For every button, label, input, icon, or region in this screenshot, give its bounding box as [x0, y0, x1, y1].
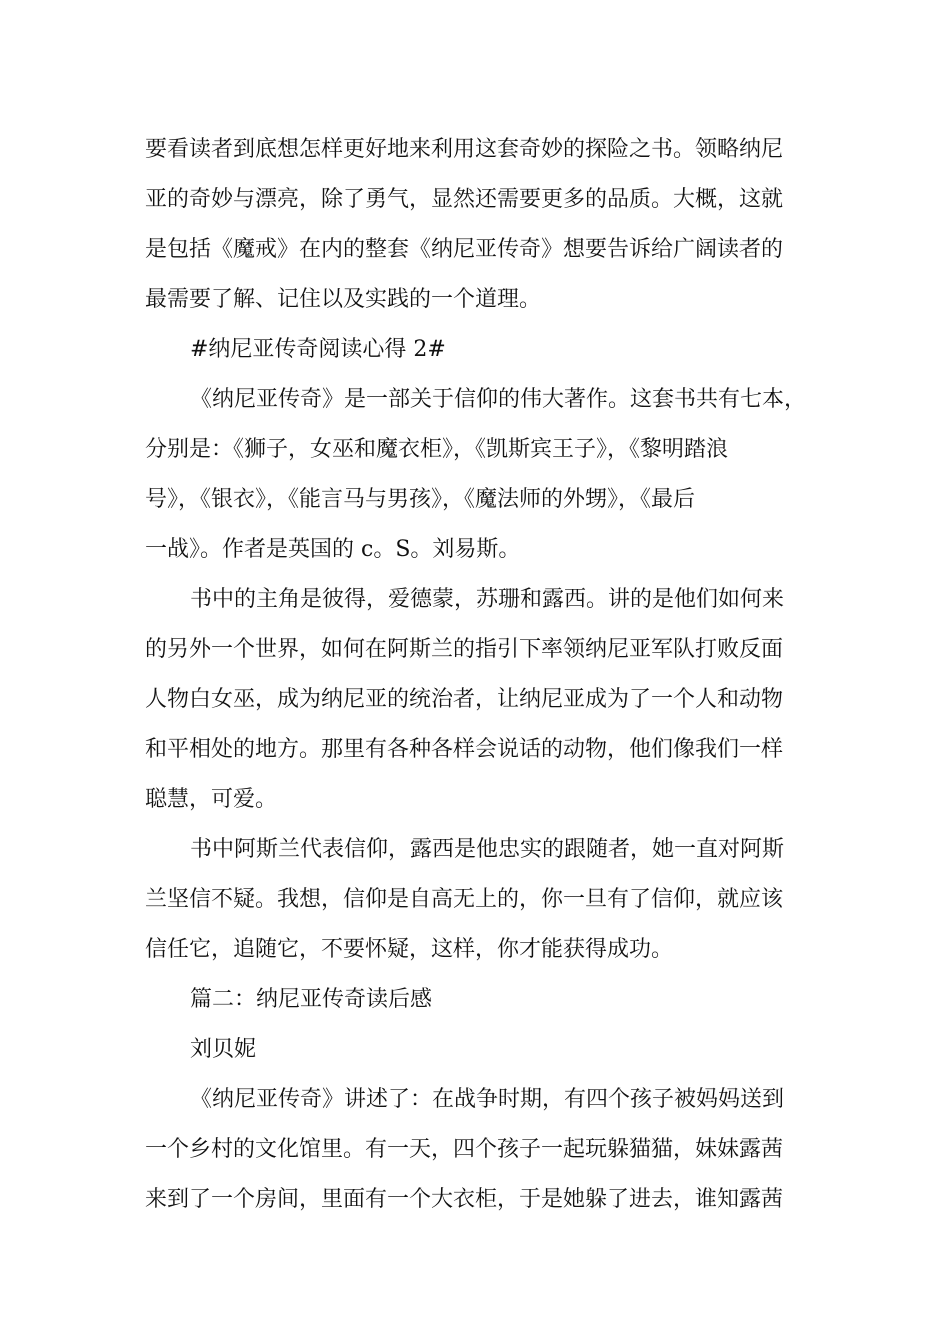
text-line: 分别是：《狮子，女巫和魔衣柜》，《凯斯宾王子》，《黎明踏浪 [145, 437, 729, 462]
section-heading: #纳尼亚传奇阅读心得 2# [190, 337, 446, 362]
text-line: 和平相处的地方。那里有各种各样会说话的动物，他们像我们一样 [145, 737, 784, 762]
author-name: 刘贝妮 [190, 1037, 257, 1062]
text-line: 的另外一个世界，如何在阿斯兰的指引下率领纳尼亚军队打败反面 [145, 637, 784, 662]
text-line: 聪慧，可爱。 [145, 787, 278, 812]
text-line: 书中阿斯兰代表信仰，露西是他忠实的跟随者，她一直对阿斯 [190, 837, 785, 862]
section-title: 篇二：纳尼亚传奇读后感 [190, 987, 433, 1012]
text-line: 最需要了解、记住以及实践的一个道理。 [145, 287, 542, 312]
text-line: 书中的主角是彼得，爱德蒙，苏珊和露西。讲的是他们如何来 [190, 587, 785, 612]
text-line: 是包括《魔戒》在内的整套《纳尼亚传奇》想要告诉给广阔读者的 [145, 237, 784, 262]
text-line: 要看读者到底想怎样更好地来利用这套奇妙的探险之书。领略纳尼 [145, 137, 784, 162]
text-line: 号》，《银衣》，《能言马与男孩》，《魔法师的外甥》，《最后 [145, 487, 696, 512]
text-line: 信任它，追随它，不要怀疑，这样，你才能获得成功。 [145, 937, 674, 962]
text-line: 兰坚信不疑。我想，信仰是自高无上的，你一旦有了信仰，就应该 [145, 887, 784, 912]
text-line: 人物白女巫，成为纳尼亚的统治者，让纳尼亚成为了一个人和动物 [145, 687, 784, 712]
text-line: 《纳尼亚传奇》讲述了：在战争时期，有四个孩子被妈妈送到 [190, 1087, 785, 1112]
text-line: 一战》。作者是英国的 c。S。刘易斯。 [145, 537, 521, 562]
text-line: 亚的奇妙与漂亮，除了勇气，显然还需要更多的品质。大概，这就 [145, 187, 784, 212]
text-line: 《纳尼亚传奇》是一部关于信仰的伟大著作。这套书共有七本， [190, 387, 807, 412]
text-line: 来到了一个房间，里面有一个大衣柜，于是她躲了进去，谁知露茜 [145, 1187, 784, 1212]
text-line: 一个乡村的文化馆里。有一天，四个孩子一起玩躲猫猫，妹妹露茜 [145, 1137, 784, 1162]
